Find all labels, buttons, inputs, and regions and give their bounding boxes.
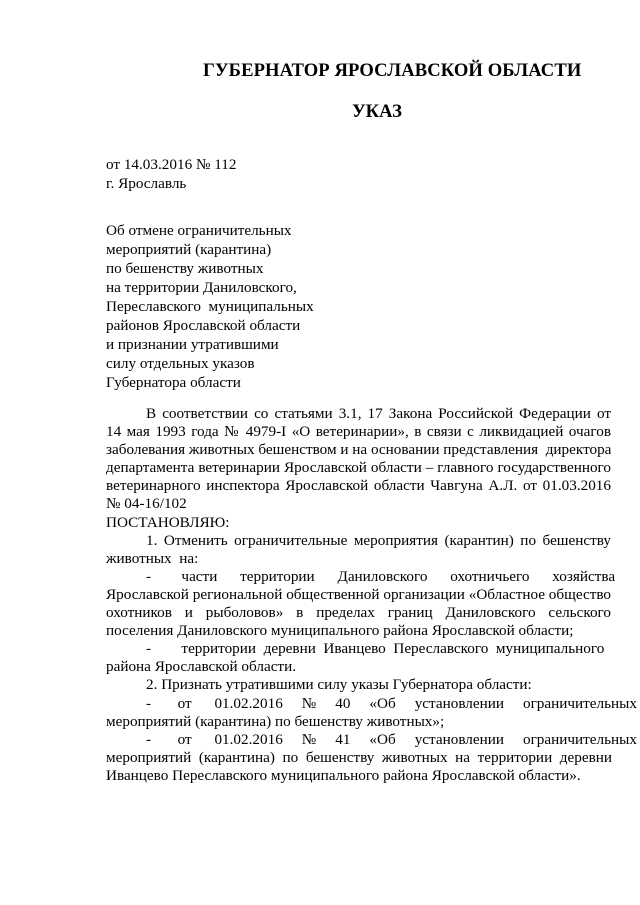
subject-line: силу отдельных указов — [106, 355, 255, 372]
subitem-2-line: района Ярославской области. — [106, 658, 296, 676]
document-meta — [106, 155, 236, 193]
subject-line: районов Ярославской области — [106, 317, 301, 334]
subitem-3-line: мероприятий (карантина) по бешенству животных»; — [106, 712, 445, 730]
subitem-4-line: - от 01.02.2016 № 41 «Об установлении ограничительных — [146, 730, 637, 748]
subject-line: и признании утратившими — [106, 336, 279, 353]
subject-line: Губернатора области — [106, 374, 241, 391]
subitem-3-line: - от 01.02.2016 № 40 «Об установлении ограничительных — [146, 694, 637, 712]
intro-line: № 04-16/102 — [106, 495, 187, 513]
subitem-1-line: поселения Даниловского муниципального района Ярославской области; — [106, 622, 574, 640]
intro-line: В соответствии со статьями 3.1, 17 Закона Российской Федерации от — [146, 405, 611, 422]
intro-line: заболевания животных бешенством и на основании представления директора — [106, 441, 612, 459]
subject-line: Об отмене ограничительных — [106, 222, 292, 239]
subitem-4-line: Иванцево Переславского муниципального района Ярославской области». — [106, 766, 581, 784]
subject-block — [106, 221, 314, 392]
subject-line: Переславского муниципальных — [106, 298, 314, 315]
subject-line: по бешенству животных — [106, 260, 264, 277]
subitem-1-line: охотников и рыболовов» в пределах границ Даниловского сельского — [106, 604, 611, 622]
item-2-line: 2. Признать утратившими силу указы Губернатора области: — [146, 676, 532, 694]
subitem-2-line: - территории деревни Иванцево Переславского муниципального — [146, 640, 605, 658]
subitem-1-line: Ярославской региональной общественной организации «Областное общество — [106, 585, 611, 603]
resolve-word: ПОСТАНОВЛЯЮ: — [106, 513, 230, 531]
intro-line: ветеринарного инспектора Ярославской области Чавгуна А.Л. от 01.03.2016 — [106, 477, 611, 495]
subitem-4-line: мероприятий (карантина) по бешенству животных на территории деревни — [106, 748, 613, 766]
subject-line: мероприятий (карантина) — [106, 241, 272, 258]
intro-line: 14 мая 1993 года № 4979-I «О ветеринарии», в связи с ликвидацией очагов — [106, 423, 611, 441]
subitem-1-line: - части территории Даниловского охотничьего хозяйства — [146, 567, 616, 585]
decree-body — [106, 405, 637, 785]
item-1-line: 1. Отменить ограничительные мероприятия (карантин) по бешенству — [146, 531, 611, 549]
date-number: от 14.03.2016 № 112 — [106, 156, 237, 173]
city: г. Ярославль — [106, 175, 187, 192]
subject-line: на территории Даниловского, — [106, 279, 297, 296]
intro-line: департамента ветеринарии Ярославской области – главного государственного — [106, 459, 611, 477]
decree-title: УКАЗ — [352, 101, 402, 122]
governor-title: ГУБЕРНАТОР ЯРОСЛАВСКОЙ ОБЛАСТИ — [203, 60, 582, 81]
item-1-line: животных на: — [106, 549, 199, 567]
